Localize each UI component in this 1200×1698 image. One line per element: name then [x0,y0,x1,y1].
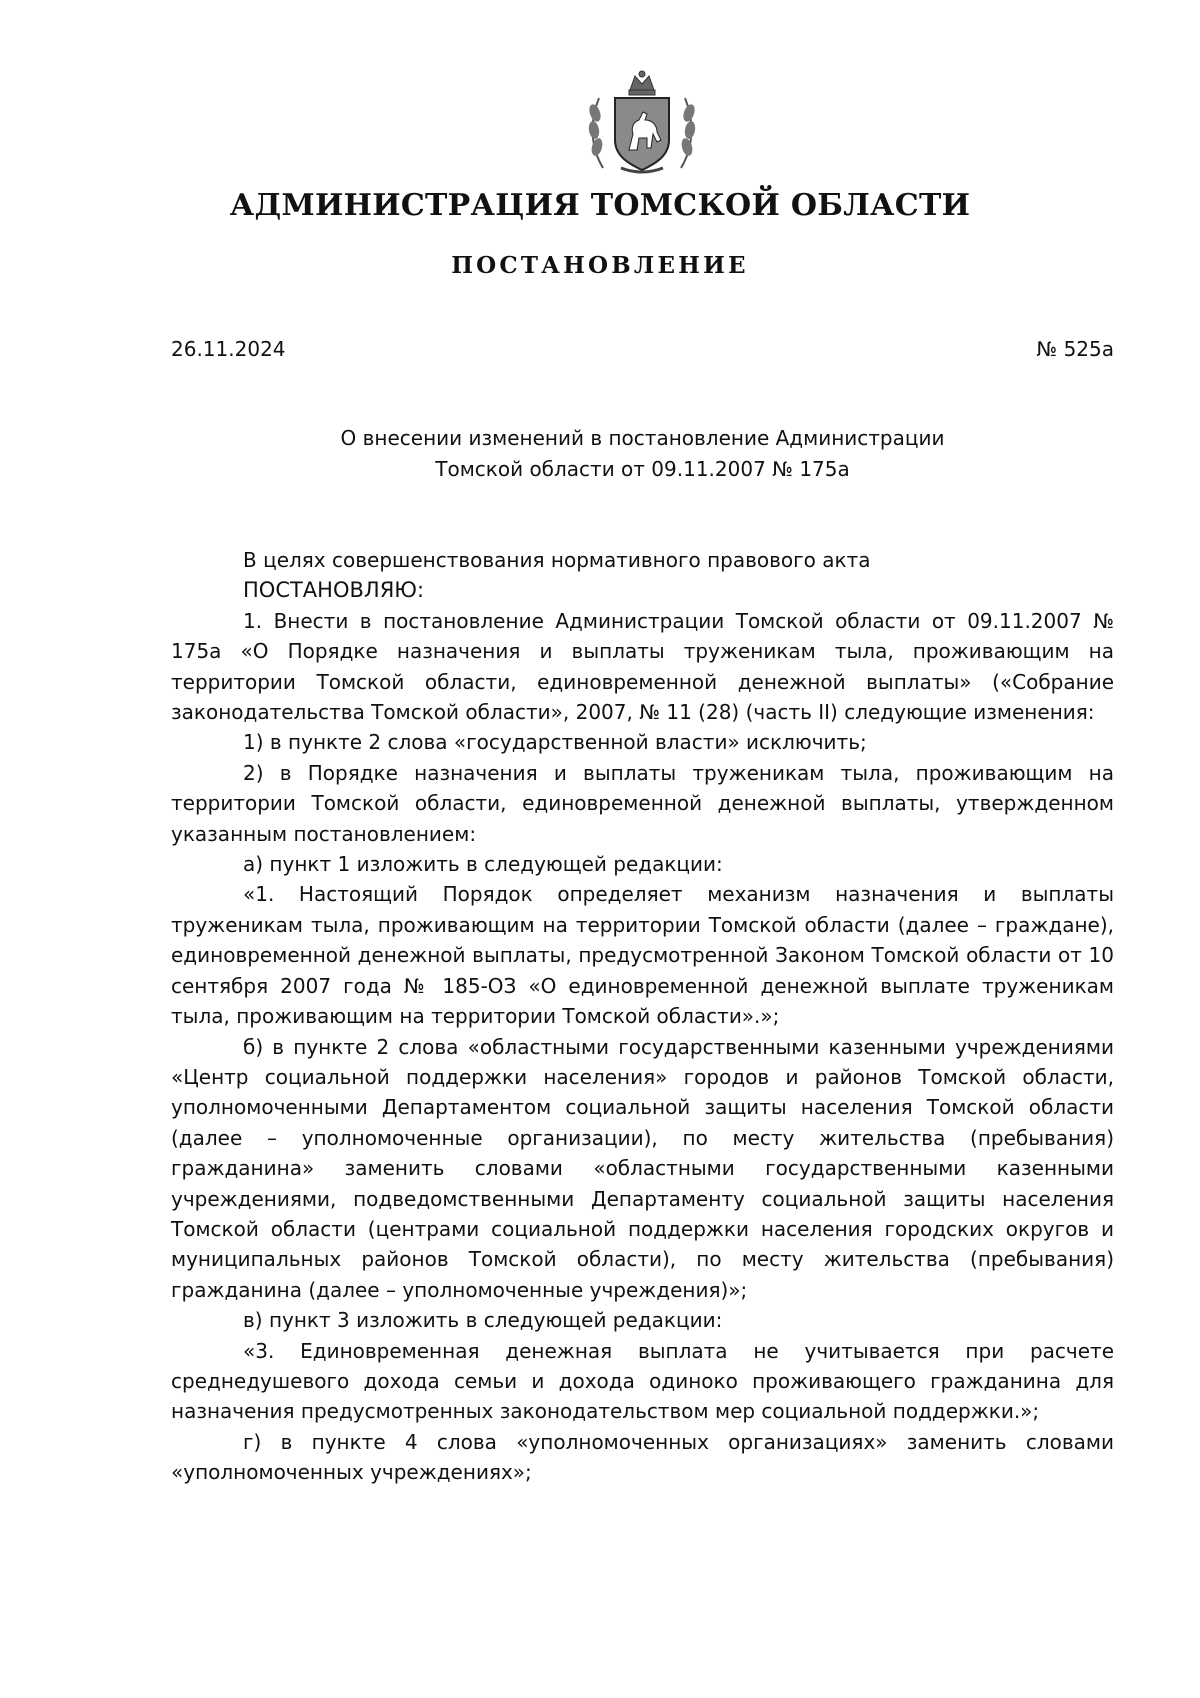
coat-of-arms-graphic [585,68,699,176]
decree-word: ПОСТАНОВЛЯЮ: [243,578,425,603]
body-paragraph: б) в пункте 2 слова «областными государственными казенными учреждениями «Центр социальной поддержки населения» городов и районов Томской области, уполномоченными Департаментом социальной защиты населения Томской области (далее – уполномоченные организации), по месту жительства (пребывания) гражданина» заменить словами «областными государственными казенными учреждениями, подведомственными Департаменту социальной защиты населения Томской области (центрами социальной поддержки населения городских округов и муниципальных районов Томской области), по месту жительства (пребывания) гражданина (далее – уполномоченные учреждения)»; [171,1034,1114,1302]
body-paragraph: 1) в пункте 2 слова «государственной власти» исключить; [243,730,867,755]
document-date: 26.11.2024 [171,337,286,361]
document-number: № 525а [1036,337,1114,361]
document-subject [171,423,1114,485]
body-paragraph: «1. Настоящий Порядок определяет механизм назначения и выплаты труженикам тыла, проживающим на территории Томской области (далее – граждане), единовременной денежной выплаты, предусмотренной Законом Томской области от 10 сентября 2007 года № 185-ОЗ «О единовременной денежной выплате труженикам тыла, проживающим на территории Томской области».»; [171,882,1114,1029]
body-paragraph: в) пункт 3 изложить в следующей редакции: [243,1308,723,1333]
body-paragraph: 2) в Порядке назначения и выплаты труженикам тыла, проживающим на территории Томской области, единовременной денежной выплаты, утвержденном указанным постановлением: [171,760,1114,846]
subject-line: О внесении изменений в постановление Администрации [340,426,945,450]
body-paragraph: «3. Единовременная денежная выплата не учитывается при расчете среднедушевого дохода семьи и дохода одиноко проживающего гражданина для назначения предусмотренных законодательством мер социальной поддержки.»; [171,1338,1114,1424]
body-paragraph: г) в пункте 4 слова «уполномоченных организациях» заменить словами «уполномоченных учреждениях»; [171,1429,1114,1485]
body-paragraph: В целях совершенствования нормативного правового акта [243,548,871,572]
organization-title: АДМИНИСТРАЦИЯ ТОМСКОЙ ОБЛАСТИ [229,188,971,223]
document-type: ПОСТАНОВЛЕНИЕ [451,252,749,279]
document-body [171,545,1114,1488]
coat-of-arms-icon [585,68,699,176]
body-paragraph: а) пункт 1 изложить в следующей редакции: [243,852,723,877]
body-paragraph: 1. Внести в постановление Администрации Томской области от 09.11.2007 № 175а «О Порядке назначения и выплаты труженикам тыла, проживающим на территории Томской области, единовременной денежной выплаты» («Собрание законодательства Томской области», 2007, № 11 (28) (часть II) следующие изменения: [171,608,1114,725]
subject-line: Томской области от 09.11.2007 № 175а [435,457,850,481]
